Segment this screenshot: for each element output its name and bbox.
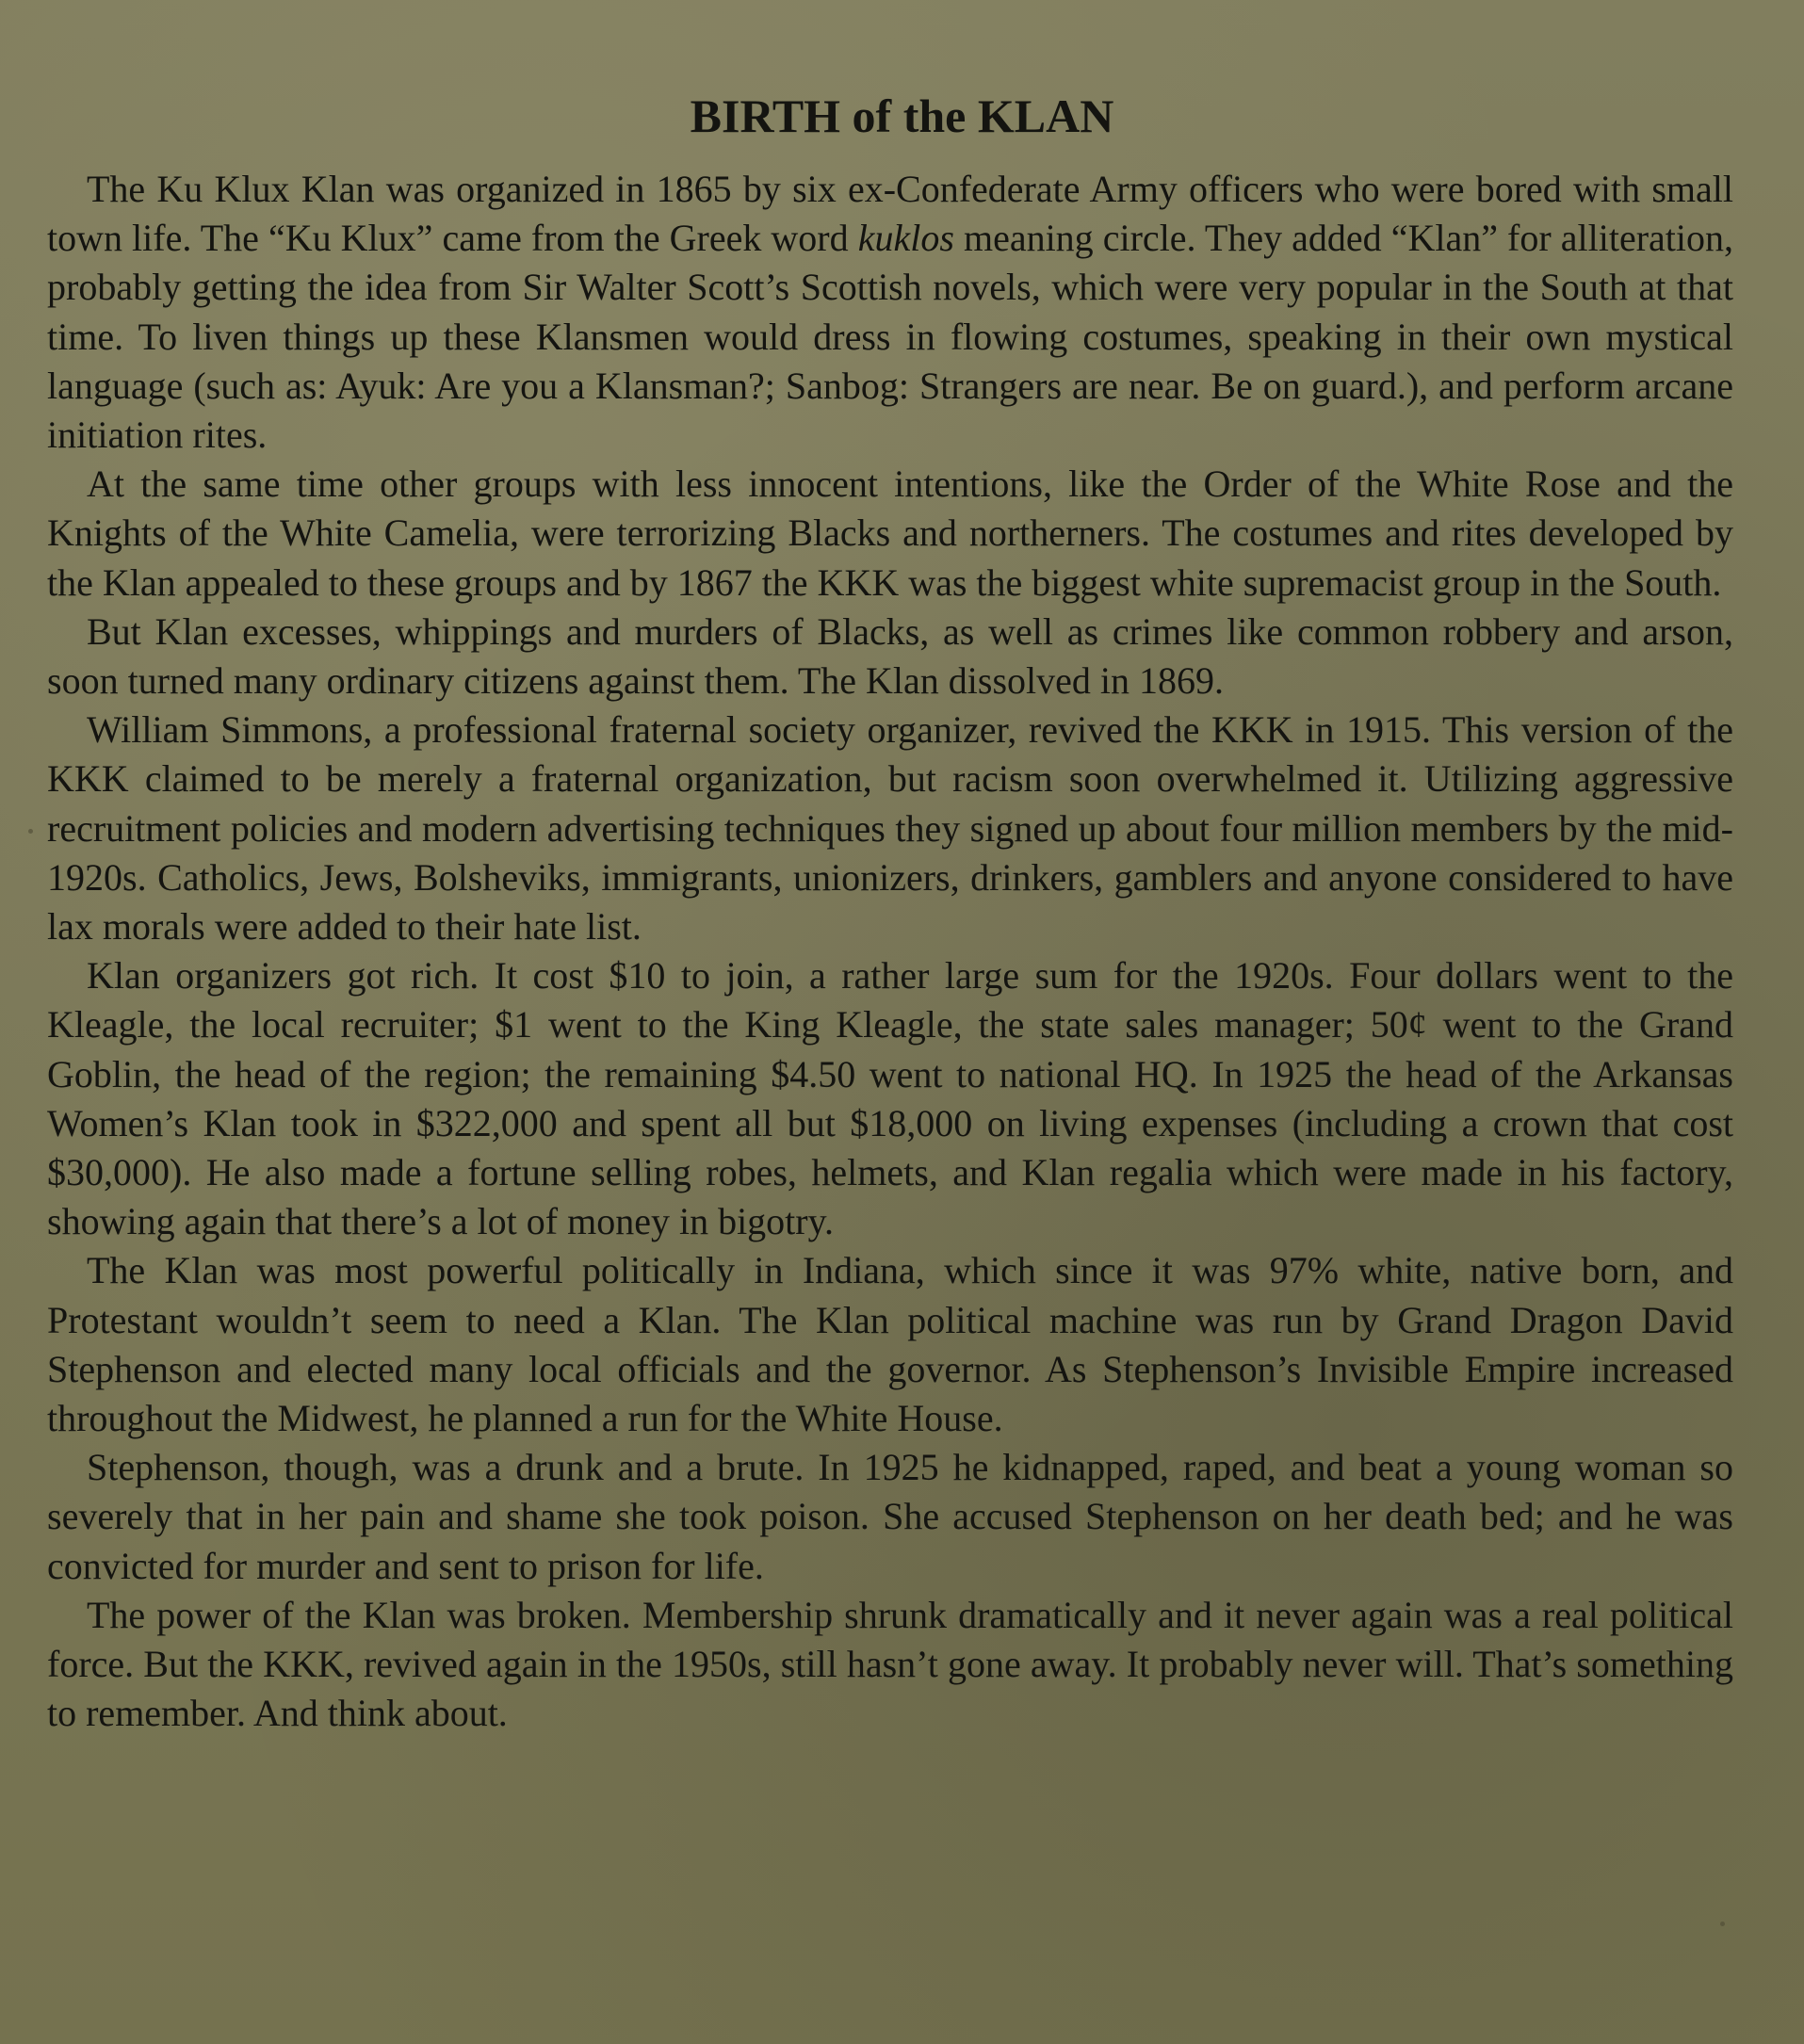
- paragraph-6: The Klan was most powerful politically in Indiana, which since it was 97% white, native born, and Protestant wouldn’t seem to need a Klan. The Klan political machine was run by Grand Dragon David Stephenson and elected many local officials and the governor. As Stephenson’s Invisible Empire increased throughout the Midwest, he planned a run for the White House.: [47, 1249, 1733, 1440]
- paragraph-4: William Simmons, a professional fraternal society organizer, revived the KKK in 1915. This version of the KKK claimed to be merely a fraternal organization, but racism soon overwhelmed it. Utilizing aggressive recruitment policies and modern advertising techniques they signed up about four million members by the mid-1920s. Catholics, Jews, Bolsheviks, immigrants, unionizers, drinkers, gamblers and anyone considered to have lax morals were added to their hate list.: [47, 708, 1733, 949]
- paragraph-3: But Klan excesses, whippings and murders of Blacks, as well as crimes like common robbery and arson, soon turned many ordinary citizens against them. The Klan dissolved in 1869.: [47, 609, 1733, 703]
- paragraph-1: [47, 165, 1733, 460]
- paragraph-8: The power of the Klan was broken. Membership shrunk dramatically and it never again was a real political force. But the KKK, revived again in the 1950s, still hasn’t gone away. It probably never will. That’s something to remember. And think about.: [47, 1593, 1733, 1735]
- paragraph-7: Stephenson, though, was a drunk and a brute. In 1925 he kidnapped, raped, and beat a young woman so severely that in her pain and shame she took poison. She accused Stephenson on her death bed; and he was convicted for murder and sent to prison for life.: [47, 1446, 1733, 1587]
- paragraph-2: At the same time other groups with less innocent intentions, like the Order of the White Rose and the Knights of the White Camelia, were terrorizing Blacks and northerners. The costumes and rites developed by the Klan appealed to these groups and by 1867 the KKK was the biggest white supremacist group in the South.: [47, 462, 1733, 604]
- page-title: BIRTH of the KLAN: [690, 89, 1114, 142]
- paragraph-1-text-end: meaning circle. They added “Klan” for alliteration, probably getting the idea from Sir Walter Scott’s Scottish novels, which were very popular in the South at that time. To liven things up these Klansmen would dress in flowing costumes, speaking in their own mystical language (such as: Ayuk: Are you a Klansman?; Sanbog: Strangers are near. Be on guard.), and perform arcane initiation rites.: [47, 217, 1734, 457]
- paper-speck: [1720, 1922, 1725, 1926]
- paragraph-1-italic-word: kuklos: [857, 217, 954, 260]
- article-body: [47, 165, 1733, 1739]
- paragraph-5: Klan organizers got rich. It cost $10 to join, a rather large sum for the 1920s. Four dollars went to the Kleagle, the local recruiter; $1 went to the King Kleagle, the state sales manager; 50¢ went to the Grand Goblin, the head of the region; the remaining $4.50 went to national HQ. In 1925 the head of the Arkansas Women’s Klan took in $322,000 and spent all but $18,000 on living expenses (including a crown that cost $30,000). He also made a fortune selling robes, helmets, and Klan regalia which were made in his factory, showing again that there’s a lot of money in bigotry.: [47, 954, 1733, 1243]
- paper-speck: [28, 829, 33, 834]
- paragraph-1-text-start: The Ku Klux Klan was organized in 1865 by six ex-Confederate Army officers who were bored with small town life. The “Ku Klux” came from the Greek word: [47, 168, 1733, 260]
